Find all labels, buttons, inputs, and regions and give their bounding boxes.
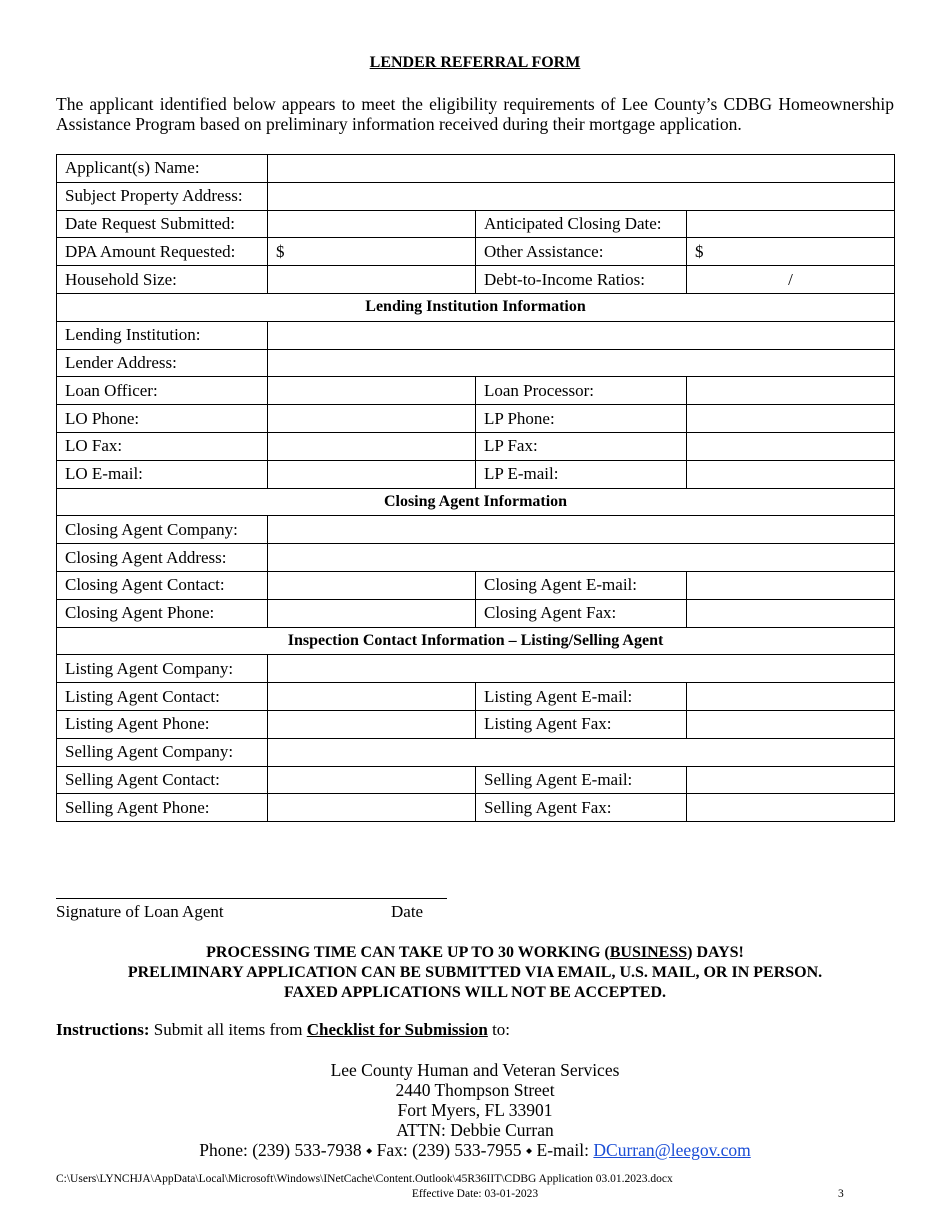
table-row — [57, 155, 895, 183]
table-row — [57, 293, 895, 321]
la-contact-field[interactable] — [268, 683, 476, 711]
sa-fax-label: Selling Agent Fax: — [476, 794, 687, 822]
la-email-label: Listing Agent E-mail: — [476, 683, 687, 711]
la-company-label: Listing Agent Company: — [57, 655, 268, 683]
dpa-amount-label: DPA Amount Requested: — [57, 238, 268, 266]
property-address-label: Subject Property Address: — [57, 182, 268, 210]
table-row — [57, 321, 895, 349]
submission-notice: PRELIMINARY APPLICATION CAN BE SUBMITTED VIA EMAIL, U.S. MAIL, OR IN PERSON. — [127, 964, 823, 981]
ca-fax-label: Closing Agent Fax: — [476, 599, 687, 627]
contact-text: Phone: (239) 533-7938 ⬩ Fax: (239) 533-7955 ⬩ E-mail: — [199, 1140, 594, 1160]
intro-paragraph: The applicant identified below appears to meet the eligibility requirements of Lee County’s CDBG Homeownership Assistance Program based on preliminary information received during their mortgage application. — [56, 94, 894, 134]
other-assistance-field[interactable]: $ — [687, 238, 895, 266]
sa-phone-field[interactable] — [268, 794, 476, 822]
lo-fax-label: LO Fax: — [57, 432, 268, 460]
closing-date-label: Anticipated Closing Date: — [476, 210, 687, 238]
instructions — [56, 1020, 510, 1040]
ca-contact-label: Closing Agent Contact: — [57, 571, 268, 599]
table-row — [57, 571, 895, 599]
ca-company-label: Closing Agent Company: — [57, 516, 268, 544]
ca-phone-field[interactable] — [268, 599, 476, 627]
lo-phone-field[interactable] — [268, 405, 476, 433]
instructions-label: Instructions: — [56, 1020, 150, 1039]
table-row — [57, 516, 895, 544]
form-title: LENDER REFERRAL FORM — [369, 54, 581, 71]
ca-company-field[interactable] — [268, 516, 895, 544]
address-city: Fort Myers, FL 33901 — [397, 1100, 553, 1120]
other-assistance-label: Other Assistance: — [476, 238, 687, 266]
la-email-field[interactable] — [687, 683, 895, 711]
sa-contact-field[interactable] — [268, 766, 476, 794]
ca-address-label: Closing Agent Address: — [57, 544, 268, 572]
la-phone-label: Listing Agent Phone: — [57, 710, 268, 738]
lp-email-field[interactable] — [687, 460, 895, 488]
footer-path: C:\Users\LYNCHJA\AppData\Local\Microsoft\Windows\INetCache\Content.Outlook\45R36IIT\CDBG Application 03.01.2023.docx — [56, 1173, 673, 1185]
lender-address-label: Lender Address: — [57, 349, 268, 377]
sa-company-label: Selling Agent Company: — [57, 738, 268, 766]
processing-text-b: ) DAYS! — [687, 944, 744, 961]
table-row — [57, 488, 895, 516]
table-row — [57, 544, 895, 572]
lo-email-field[interactable] — [268, 460, 476, 488]
referral-form-table — [56, 154, 895, 822]
la-company-field[interactable] — [268, 655, 895, 683]
lp-phone-label: LP Phone: — [476, 405, 687, 433]
table-row — [57, 349, 895, 377]
loan-processor-label: Loan Processor: — [476, 377, 687, 405]
table-row — [57, 710, 895, 738]
lending-institution-label: Lending Institution: — [57, 321, 268, 349]
sa-email-label: Selling Agent E-mail: — [476, 766, 687, 794]
table-row — [57, 432, 895, 460]
table-row — [57, 182, 895, 210]
ca-fax-field[interactable] — [687, 599, 895, 627]
date-submitted-label: Date Request Submitted: — [57, 210, 268, 238]
footer-effective-date: Effective Date: 03-01-2023 — [411, 1188, 539, 1200]
lo-fax-field[interactable] — [268, 432, 476, 460]
la-fax-field[interactable] — [687, 710, 895, 738]
table-row — [57, 794, 895, 822]
lp-email-label: LP E-mail: — [476, 460, 687, 488]
address-attn: ATTN: Debbie Curran — [396, 1120, 554, 1140]
instructions-to: to: — [487, 1020, 511, 1039]
lp-fax-field[interactable] — [687, 432, 895, 460]
sa-contact-label: Selling Agent Contact: — [57, 766, 268, 794]
lp-phone-field[interactable] — [687, 405, 895, 433]
section-closing-heading: Closing Agent Information — [57, 488, 895, 516]
instructions-text: Submit all items from — [149, 1020, 307, 1039]
lo-phone-label: LO Phone: — [57, 405, 268, 433]
checklist-link: Checklist for Submission — [306, 1020, 488, 1039]
signature-line[interactable] — [56, 898, 447, 899]
table-row — [57, 210, 895, 238]
processing-text-business: BUSINESS — [609, 944, 688, 961]
ca-phone-label: Closing Agent Phone: — [57, 599, 268, 627]
sa-fax-field[interactable] — [687, 794, 895, 822]
la-contact-label: Listing Agent Contact: — [57, 683, 268, 711]
fax-notice: FAXED APPLICATIONS WILL NOT BE ACCEPTED. — [283, 984, 666, 1001]
loan-officer-label: Loan Officer: — [57, 377, 268, 405]
table-row — [57, 738, 895, 766]
table-row — [57, 405, 895, 433]
dpa-amount-field[interactable]: $ — [268, 238, 476, 266]
section-lending-heading: Lending Institution Information — [57, 293, 895, 321]
address-contact — [0, 1140, 950, 1161]
date-submitted-field[interactable] — [268, 210, 476, 238]
sa-email-field[interactable] — [687, 766, 895, 794]
lo-email-label: LO E-mail: — [57, 460, 268, 488]
la-fax-label: Listing Agent Fax: — [476, 710, 687, 738]
sa-phone-label: Selling Agent Phone: — [57, 794, 268, 822]
loan-processor-field[interactable] — [687, 377, 895, 405]
lp-fax-label: LP Fax: — [476, 432, 687, 460]
date-label: Date — [391, 902, 424, 921]
table-row — [57, 599, 895, 627]
table-row — [57, 460, 895, 488]
table-row — [57, 266, 895, 294]
applicant-label: Applicant(s) Name: — [57, 155, 268, 183]
applicant-field[interactable] — [268, 155, 895, 183]
ca-contact-field[interactable] — [268, 571, 476, 599]
household-size-field[interactable] — [268, 266, 476, 294]
table-row — [57, 655, 895, 683]
property-address-field[interactable] — [268, 182, 895, 210]
household-size-label: Household Size: — [57, 266, 268, 294]
la-phone-field[interactable] — [268, 710, 476, 738]
page-number: 3 — [838, 1188, 844, 1200]
lending-institution-field[interactable] — [268, 321, 895, 349]
table-row — [57, 377, 895, 405]
address-street: 2440 Thompson Street — [395, 1080, 555, 1100]
processing-notice — [0, 944, 950, 962]
email-link[interactable]: DCurran@leegov.com — [593, 1140, 751, 1160]
ca-email-label: Closing Agent E-mail: — [476, 571, 687, 599]
sa-company-field[interactable] — [268, 738, 895, 766]
table-row — [57, 766, 895, 794]
section-inspection-heading: Inspection Contact Information – Listing/Selling Agent — [57, 627, 895, 655]
ca-email-field[interactable] — [687, 571, 895, 599]
table-row — [57, 238, 895, 266]
address-org: Lee County Human and Veteran Services — [330, 1060, 620, 1080]
processing-text-a: PROCESSING TIME CAN TAKE UP TO 30 WORKING ( — [206, 944, 610, 961]
closing-date-field[interactable] — [687, 210, 895, 238]
table-row — [57, 683, 895, 711]
loan-officer-field[interactable] — [268, 377, 476, 405]
signature-label: Signature of Loan Agent — [56, 902, 224, 921]
dti-field[interactable]: / — [687, 266, 895, 294]
lender-address-field[interactable] — [268, 349, 895, 377]
table-row — [57, 627, 895, 655]
dti-label: Debt-to-Income Ratios: — [476, 266, 687, 294]
ca-address-field[interactable] — [268, 544, 895, 572]
